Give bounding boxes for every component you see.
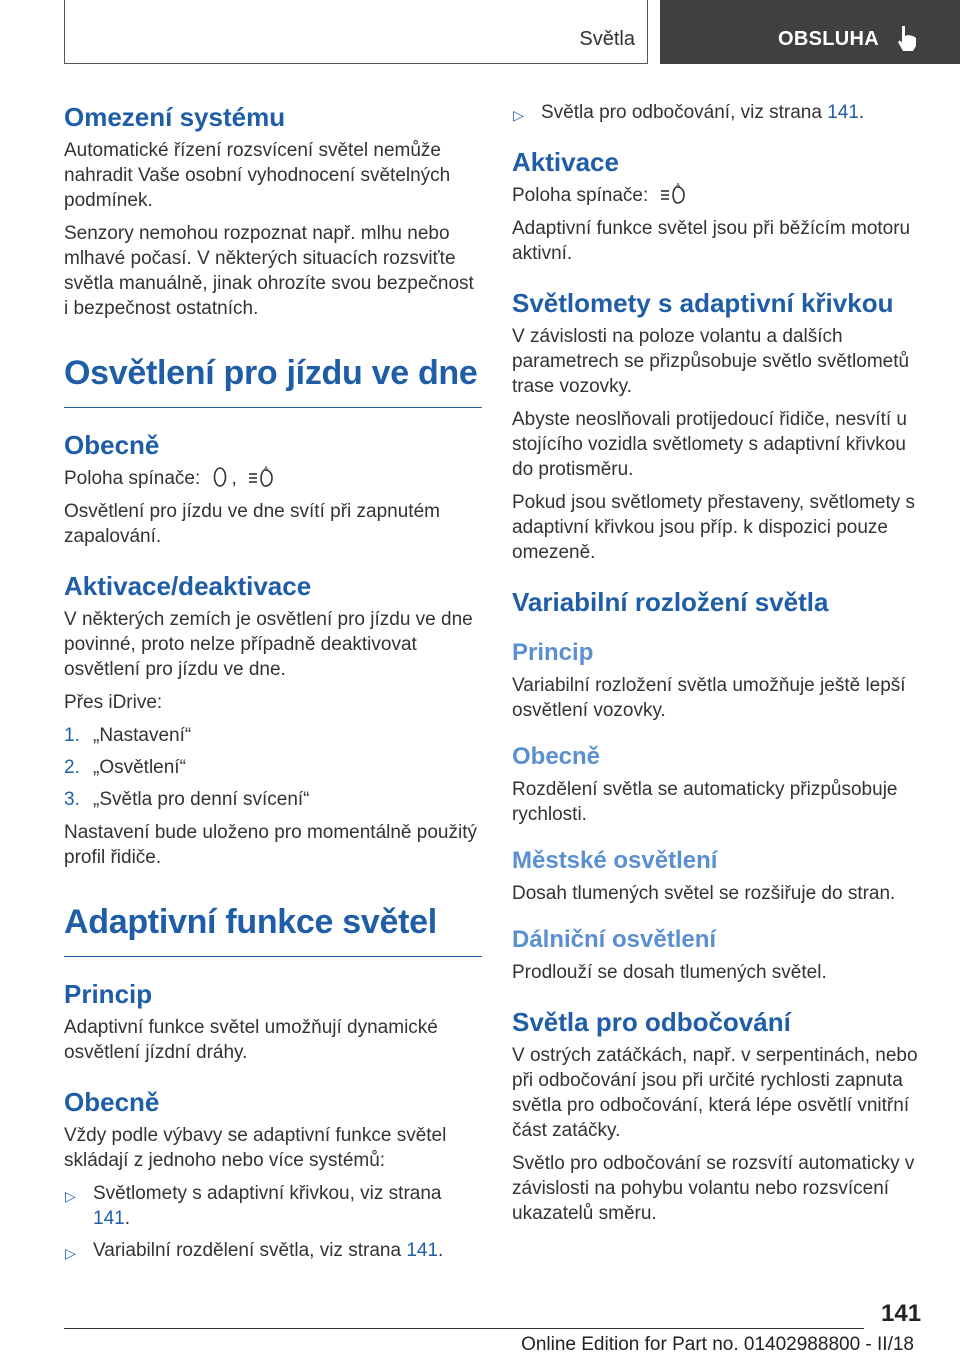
- variabilni-princip-paragraph: Variabilní rozložení světla umožňuje ještě lepší osvětlení vozovky.: [512, 675, 906, 721]
- page-number: 141: [881, 1300, 922, 1327]
- step-number: 3.: [64, 789, 80, 810]
- osvetleni-obecne-heading: Obecně: [64, 430, 160, 460]
- chapter-title: OBSLUHA: [778, 28, 879, 50]
- poloha-label: Poloha spínače:: [512, 185, 649, 206]
- variabilni-heading: Variabilní rozložení světla: [512, 587, 829, 617]
- idrive-steps: [64, 723, 482, 812]
- step-item[interactable]: [64, 755, 482, 780]
- aktivace-heading: Aktivace: [512, 147, 619, 177]
- triangle-bullet-icon: ▷: [513, 107, 524, 123]
- triangle-bullet-icon: ▷: [65, 1188, 76, 1204]
- odbocovani-paragraph-2: Světlo pro odbočování se rozsvítí automaticky v závislosti na pohybu volantu nebo rozsvícení ukazatelů směru.: [512, 1153, 915, 1224]
- aktivace-paragraph: Adaptivní funkce světel jsou při běžícím motoru aktivní.: [512, 218, 911, 264]
- aktivace-poloha-line: [512, 183, 930, 208]
- bullet-text: Světla pro odbočování, viz strana: [541, 102, 822, 123]
- footer-edition: Online Edition for Part no. 01402988800 - II/18: [521, 1334, 914, 1355]
- omezeni-paragraph-2: Senzory nemohou rozpoznat např. mlhu nebo mlhavé počasí. V některých situacích rozsviťte světla manuálně, jinak ohrozíte svou bezpečnost i bezpečnost ostatních.: [64, 223, 474, 319]
- osvetleni-obecne-paragraph: Osvětlení pro jízdu ve dne svítí při zapnutém zapalování.: [64, 501, 440, 547]
- header-section-box: [64, 0, 648, 64]
- bullet-text: Světlomety s adaptivní křivkou, viz strana: [93, 1183, 442, 1204]
- page-link[interactable]: 141: [406, 1240, 439, 1261]
- adaptivni-obecne-heading: Obecně: [64, 1087, 160, 1117]
- osvetleni-poloha-line: [64, 466, 482, 491]
- omezeni-paragraph-1: Automatické řízení rozsvícení světel nemůže nahradit Vaše osobní vyhodnocení světelných podmínek.: [64, 140, 451, 211]
- omezeni-heading: Omezení systému: [64, 102, 286, 132]
- variabilni-obecne-paragraph: Rozdělení světla se automaticky přizpůsobuje rychlosti.: [512, 779, 898, 825]
- variabilni-princip-heading: Princip: [512, 639, 594, 666]
- poloha-label: Poloha spínače:: [64, 468, 201, 489]
- footer-divider: [64, 1328, 864, 1329]
- adaptivni-obecne-paragraph: Vždy podle výbavy se adaptivní funkce světel skládají z jednoho nebo více systémů:: [64, 1125, 447, 1171]
- osvetleni-heading: Osvětlení pro jízdu ve dne: [64, 351, 482, 408]
- list-item: ▷ Světlomety s adaptivní křivkou, viz strana 141.: [65, 1183, 442, 1229]
- adaptivni-systems-list: [64, 1181, 482, 1263]
- adaptivni-princip-paragraph: Adaptivní funkce světel umožňují dynamické osvětlení jízdní dráhy.: [64, 1017, 438, 1063]
- osvetleni-final-paragraph: Nastavení bude uloženo pro momentálně použitý profil řidiče.: [64, 822, 477, 868]
- step-item[interactable]: [64, 787, 482, 812]
- svetlomety-paragraph-3: Pokud jsou světlomety přestaveny, světlomety s adaptivní křivkou jsou příp. k dispozici pouze omezeně.: [512, 492, 916, 563]
- switch-off-icon: [212, 466, 228, 488]
- svetlomety-paragraph-1: V závislosti na poloze volantu a dalších parametrech se přizpůsobuje světlo světlometů trase vozovky.: [512, 326, 910, 397]
- pres-idrive: Přes iDrive:: [64, 692, 163, 713]
- auto-light-icon: [660, 183, 686, 205]
- pointing-hand-icon: [896, 24, 918, 52]
- svg-text:A: A: [264, 466, 269, 472]
- variabilni-obecne-heading: Obecně: [512, 743, 601, 770]
- chapter-tab[interactable]: [660, 0, 960, 64]
- page-link[interactable]: 141: [827, 102, 859, 123]
- poloha-separator: ,: [231, 468, 237, 489]
- odbocovani-heading: Světla pro odbočování: [512, 1007, 791, 1037]
- step-item[interactable]: [64, 723, 482, 748]
- dalnicni-heading: Dálniční osvětlení: [512, 926, 717, 953]
- auto-light-icon: [248, 466, 274, 488]
- list-item: ▷ Světla pro odbočování, viz strana 141.: [512, 100, 930, 125]
- step-text: „Světla pro denní svícení“: [93, 789, 310, 810]
- triangle-bullet-icon: ▷: [65, 1245, 76, 1261]
- page-link[interactable]: 141: [93, 1208, 125, 1229]
- left-column: [64, 100, 482, 1271]
- aktivace-deaktivace-heading: Aktivace/deaktivace: [64, 571, 312, 601]
- bullet-text: Variabilní rozdělení světla, viz strana: [93, 1240, 402, 1261]
- odbocovani-paragraph-1: V ostrých zatáčkách, např. v serpentinách, nebo při odbočování jsou při určité rychlosti zapnuta světla pro odbočování, která lépe osvětlí vnitřní část zatáčky.: [512, 1045, 918, 1141]
- step-number: 1.: [64, 725, 80, 746]
- section-title: Světla: [579, 28, 635, 50]
- svg-text:A: A: [675, 183, 680, 189]
- svetlomety-heading: Světlomety s adaptivní křivkou: [512, 288, 894, 318]
- adaptivni-systems-list-cont: [512, 100, 930, 125]
- mestske-paragraph: Dosah tlumených světel se rozšiřuje do stran.: [512, 883, 896, 904]
- aktivace-deaktivace-paragraph: V některých zemích je osvětlení pro jízdu ve dne povinné, proto nelze případně deaktivovat osvětlení pro jízdu ve dne.: [64, 609, 473, 680]
- adaptivni-princip-heading: Princip: [64, 979, 153, 1009]
- right-column: [512, 100, 930, 1234]
- adaptivni-heading: Adaptivní funkce světel: [64, 900, 482, 957]
- step-number: 2.: [64, 757, 80, 778]
- dalnicni-paragraph: Prodlouží se dosah tlumených světel.: [512, 962, 827, 983]
- mestske-heading: Městské osvětlení: [512, 847, 718, 874]
- list-item: ▷ Variabilní rozdělení světla, viz strana 141.: [64, 1238, 482, 1263]
- step-text: „Osvětlení“: [93, 757, 186, 778]
- step-text: „Nastavení“: [93, 725, 192, 746]
- svetlomety-paragraph-2: Abyste neoslňovali protijedoucí řidiče, nesvítí u stojícího vozidla světlomety s adaptivní křivkou do protisměru.: [512, 409, 907, 480]
